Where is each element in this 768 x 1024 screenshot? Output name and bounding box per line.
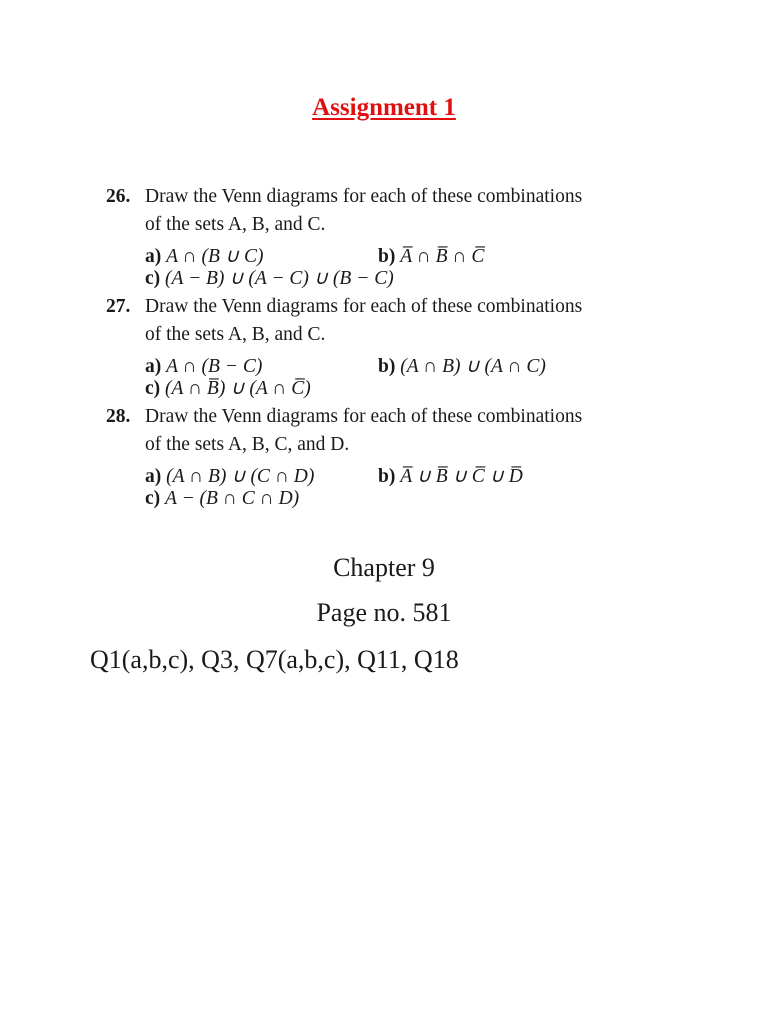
problem-statement-line-2: of the sets A, B, and C.	[145, 214, 326, 235]
problem-statement-line-1: Draw the Venn diagrams for each of these combinations	[145, 406, 583, 427]
problem-statement-line-1: Draw the Venn diagrams for each of these combinations	[145, 186, 583, 207]
option-a-label: a)	[145, 466, 162, 487]
chapter-heading: Chapter 9	[333, 553, 435, 582]
page-number: Page no. 581	[316, 598, 452, 627]
option-b-expression: A̅ ∪ B̅ ∪ C̅ ∪ D̅	[400, 466, 523, 487]
problem-28	[106, 403, 706, 513]
problem-list	[106, 183, 706, 513]
option-a-label: a)	[145, 356, 162, 377]
option-b	[378, 243, 484, 271]
problem-statement-line-2: of the sets A, B, and C.	[145, 324, 326, 345]
option-c-expression: A − (B ∩ C ∩ D)	[165, 488, 300, 509]
option-a-expression: (A ∩ B) ∪ (C ∩ D)	[166, 466, 315, 487]
option-c	[145, 265, 394, 293]
problem-26	[106, 183, 706, 293]
problem-statement-line-2: of the sets A, B, C, and D.	[145, 434, 350, 455]
problem-statement-line-1: Draw the Venn diagrams for each of these combinations	[145, 296, 583, 317]
option-c-label: c)	[145, 268, 161, 289]
problem-number: 26.	[106, 186, 131, 207]
option-b-label: b)	[378, 246, 396, 267]
option-b	[378, 463, 523, 491]
option-c-label: c)	[145, 378, 161, 399]
option-c	[145, 485, 299, 513]
option-b-label: b)	[378, 466, 396, 487]
option-a-expression: A ∩ (B − C)	[166, 356, 263, 377]
question-list: Q1(a,b,c), Q3, Q7(a,b,c), Q11, Q18	[90, 645, 459, 674]
option-b-expression: (A ∩ B) ∪ (A ∩ C)	[400, 356, 546, 377]
problem-number: 28.	[106, 406, 131, 427]
option-c-expression: (A ∩ B̅) ∪ (A ∩ C̅)	[165, 378, 311, 399]
option-b-label: b)	[378, 356, 396, 377]
option-c-label: c)	[145, 488, 161, 509]
problem-27	[106, 293, 706, 403]
option-c-expression: (A − B) ∪ (A − C) ∪ (B − C)	[165, 268, 394, 289]
option-a-expression: A ∩ (B ∪ C)	[166, 246, 264, 267]
option-a-label: a)	[145, 246, 162, 267]
problem-number: 27.	[106, 296, 131, 317]
option-c	[145, 375, 311, 403]
assignment-title: Assignment 1	[312, 94, 456, 121]
option-b	[378, 353, 546, 381]
option-b-expression: A̅ ∩ B̅ ∩ C̅	[400, 246, 485, 267]
